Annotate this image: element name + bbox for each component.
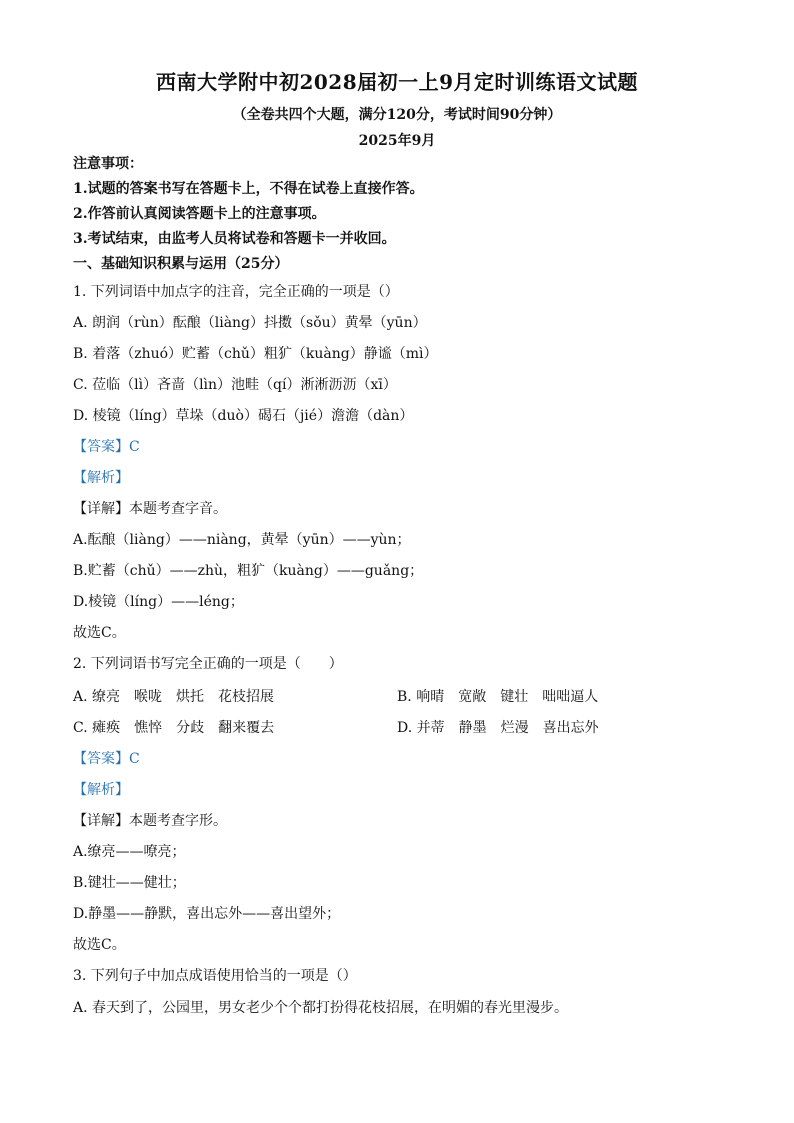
q2-explanation-d: D.静墨——静默，喜出忘外——喜出望外； bbox=[73, 906, 341, 922]
q1-option-a: A. 朗润（rùn）酝酿（liàng）抖擞（sǒu）黄晕（yūn） bbox=[73, 315, 427, 331]
q1-answer: 【答案】C bbox=[73, 439, 140, 455]
q2-option-d: D. 并蒂 静墨 烂漫 喜出忘外 bbox=[397, 720, 599, 736]
q1-option-d: D. 棱镜（líng）草垛（duò）碣石（jié）澹澹（dàn） bbox=[73, 408, 414, 424]
notice-item-3: 3.考试结束，由监考人员将试卷和答题卡一并收回。 bbox=[73, 231, 396, 247]
q2-option-c: C. 瘫痪 憔悴 分歧 翻来覆去 bbox=[73, 720, 275, 736]
q2-conclusion: 故选C。 bbox=[73, 937, 126, 953]
q1-conclusion: 故选C。 bbox=[73, 625, 126, 641]
exam-date: 2025年9月 bbox=[358, 133, 436, 149]
q2-explanation-b: B.键壮——健壮； bbox=[73, 875, 186, 891]
q2-analysis-label: 【解析】 bbox=[73, 782, 129, 798]
q3-option-a: A. 春天到了，公园里，男女老少个个都打扮得花枝招展，在明媚的春光里漫步。 bbox=[73, 1000, 569, 1016]
q2-answer: 【答案】C bbox=[73, 751, 140, 767]
notice-item-2: 2.作答前认真阅读答题卡上的注意事项。 bbox=[73, 206, 326, 222]
q2-option-b: B. 响晴 宽敞 键壮 咄咄逼人 bbox=[397, 689, 599, 705]
q1-stem: 1. 下列词语中加点字的注音，完全正确的一项是（） bbox=[73, 284, 399, 300]
notice-heading: 注意事项： bbox=[73, 156, 143, 172]
q1-explanation-a: A.酝酿（liàng）——niàng，黄晕（yūn）——yùn； bbox=[73, 532, 411, 548]
exam-title: 西南大学附中初2028届初一上9月定时训练语文试题 bbox=[155, 70, 639, 94]
q1-explanation-b: B.贮蓄（chǔ）——zhù，粗犷（kuàng）——guǎng； bbox=[73, 563, 424, 579]
notice-item-1: 1.试题的答案书写在答题卡上，不得在试卷上直接作答。 bbox=[73, 181, 424, 197]
q2-explanation-a: A.缭亮——嘹亮； bbox=[73, 844, 186, 860]
q2-stem: 2. 下列词语书写完全正确的一项是（ ） bbox=[73, 656, 343, 672]
section-heading: 一、基础知识积累与运用（25分） bbox=[73, 256, 289, 272]
q2-option-a: A. 缭亮 喉咙 烘托 花枝招展 bbox=[73, 689, 275, 705]
q3-stem: 3. 下列句子中加点成语使用恰当的一项是（） bbox=[73, 968, 357, 984]
q1-analysis-label: 【解析】 bbox=[73, 470, 129, 486]
q1-detail: 【详解】本题考查字音。 bbox=[73, 501, 227, 517]
q1-explanation-d: D.棱镜（líng）——léng； bbox=[73, 594, 244, 610]
q1-option-b: B. 着落（zhuó）贮蓄（chǔ）粗犷（kuàng）静谧（mì） bbox=[73, 346, 438, 362]
exam-subtitle: （全卷共四个大题，满分120分，考试时间90分钟） bbox=[232, 107, 562, 123]
q1-option-c: C. 莅临（lì）吝啬（lìn）池畦（qí）淅淅沥沥（xī） bbox=[73, 377, 397, 393]
q2-detail: 【详解】本题考查字形。 bbox=[73, 813, 227, 829]
